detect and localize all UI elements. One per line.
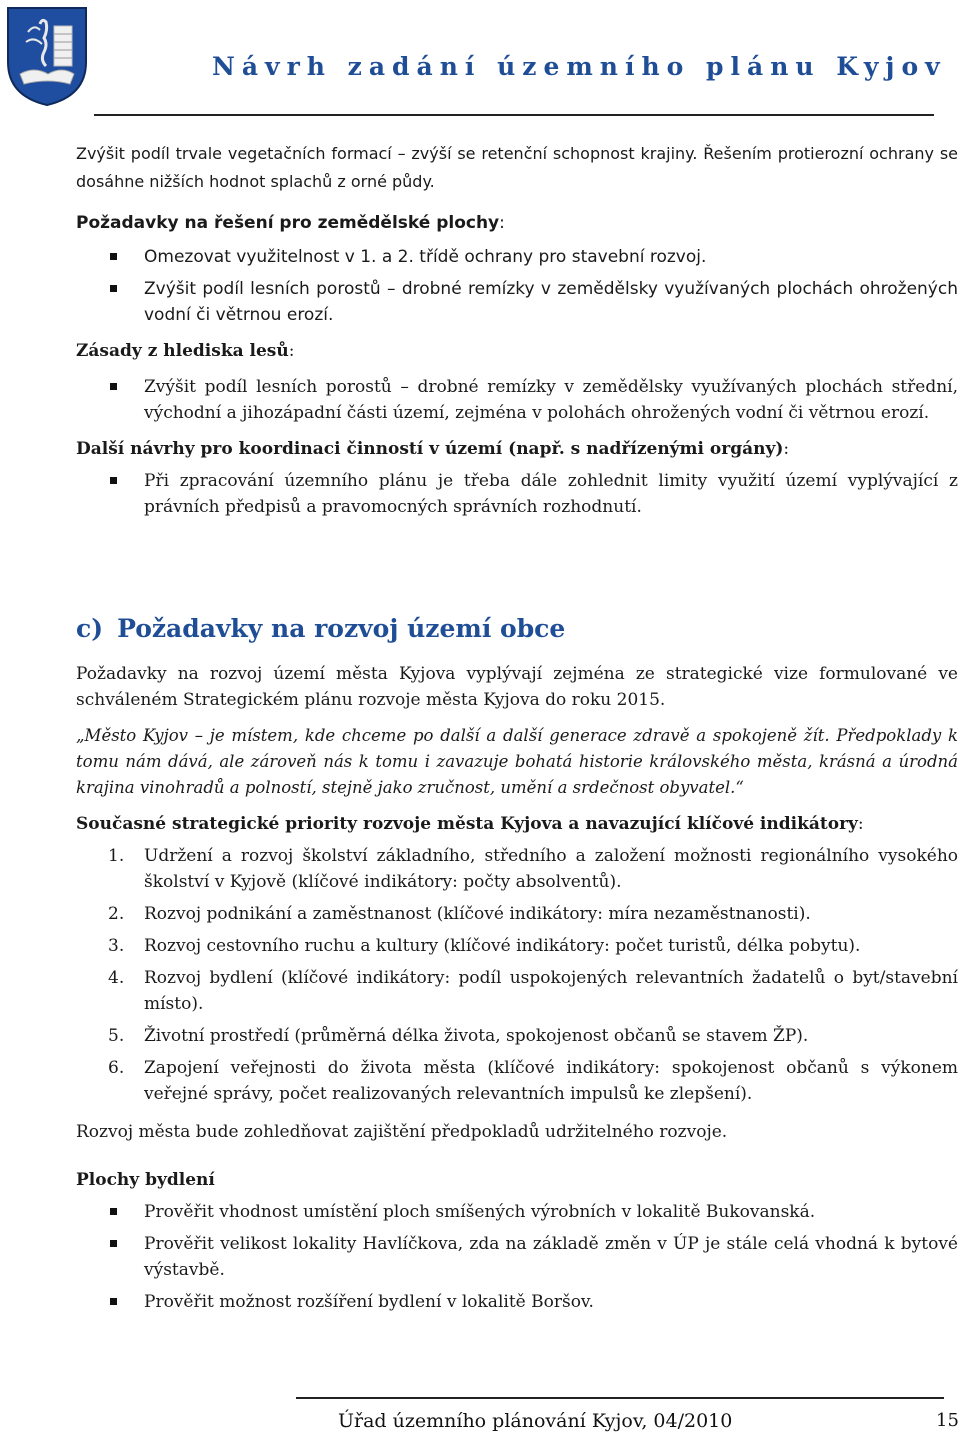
list-item: Zvýšit podíl lesních porostů – drobné remízky v zemědělsky využívaných plochách ohrožených vodní či větrnou erozí. [76, 276, 958, 328]
section-c-heading [76, 614, 958, 643]
priorities-closing: Rozvoj města bude zohledňovat zajištění předpokladů udržitelného rozvoje. [76, 1122, 728, 1142]
forest-list [76, 374, 958, 426]
list-item [76, 965, 958, 1017]
document-body [76, 140, 958, 1315]
header-divider [94, 114, 934, 116]
priorities-heading-text: Současné strategické priority rozvoje města Kyjova a navazující klíčové indikátory [76, 814, 858, 834]
section-c-letter: c) [76, 614, 104, 643]
item-text: Životní prostředí (průměrná délka života, spokojenost občanů se stavem ŽP). [144, 1026, 809, 1046]
coordination-heading [76, 436, 958, 462]
list-item [76, 1023, 958, 1049]
vision-quote: „Město Kyjov – je místem, kde chceme po další a další generace zdravě a spokojeně žít. Předpoklady k tomu nám dává, ale zároveň nás k tomu i zavazuje bohatá historie královského města, krásná a úrodná krajina vinohradů a polností, stejně jako zručnost, umění a srdečnost obyvatel.“ [76, 726, 958, 797]
agri-list [76, 244, 958, 328]
housing-heading: Plochy bydlení [76, 1170, 215, 1190]
forest-heading-colon: : [288, 341, 295, 361]
item-number: 2. [108, 904, 125, 924]
agri-heading-colon: : [499, 213, 505, 233]
item-number: 4. [108, 968, 125, 988]
list-item: Prověřit možnost rozšíření bydlení v lokalitě Boršov. [76, 1289, 958, 1315]
section-c-title: Požadavky na rozvoj území obce [117, 614, 566, 643]
item-text: Rozvoj podnikání a zaměstnanost (klíčové indikátory: míra nezaměstnanosti). [144, 904, 811, 924]
item-number: 1. [108, 846, 125, 866]
section-c-paragraph: Požadavky na rozvoj území města Kyjova vyplývají zejména ze strategické vize formulované ve schváleném Strategickém plánu rozvoje města Kyjova do roku 2015. [76, 664, 958, 710]
agri-heading-text: Požadavky na řešení pro zemědělské plochy [76, 213, 500, 233]
list-item: Omezovat využitelnost v 1. a 2. třídě ochrany pro stavební rozvoj. [76, 244, 958, 270]
item-number: 6. [108, 1058, 125, 1078]
list-item: Prověřit velikost lokality Havlíčkova, zda na základě změn v ÚP je stále celá vhodná k bytové výstavbě. [76, 1231, 958, 1283]
list-item [76, 901, 958, 927]
agri-heading [76, 210, 958, 236]
priorities-heading [76, 811, 958, 837]
priorities-list [76, 843, 958, 1107]
list-item: Při zpracování územního plánu je třeba dále zohlednit limity využití území vyplývající z právních předpisů a pravomocných správních rozhodnutí. [76, 468, 958, 520]
intro-paragraph: Zvýšit podíl trvale vegetačních formací – zvýší se retenční schopnost krajiny. Řešením protierozní ochrany se dosáhne nižších hodnot splachů z orné půdy. [76, 144, 958, 191]
footer-text: Úřad územního plánování Kyjov, 04/2010 [338, 1410, 733, 1432]
priorities-heading-colon: : [857, 814, 864, 834]
page-number: 15 [936, 1410, 959, 1431]
list-item: Prověřit vhodnost umístění ploch smíšených výrobních v lokalitě Bukovanská. [76, 1199, 958, 1225]
list-item [76, 933, 958, 959]
list-item [76, 843, 958, 895]
footer-divider [296, 1397, 944, 1399]
item-number: 3. [108, 936, 125, 956]
item-text: Udržení a rozvoj školství základního, středního a založení možnosti regionálního vysokého školství v Kyjově (klíčové indikátory: počty absolventů). [144, 846, 958, 892]
item-text: Rozvoj bydlení (klíčové indikátory: podíl uspokojených relevantních žadatelů o byt/stavební místo). [144, 968, 958, 1014]
housing-list [76, 1199, 958, 1315]
list-item: Zvýšit podíl lesních porostů – drobné remízky v zemědělsky využívaných plochách střední, východní a jihozápadní části území, zejména v polohách ohrožených vodní či větrnou erozí. [76, 374, 958, 426]
item-text: Rozvoj cestovního ruchu a kultury (klíčové indikátory: počet turistů, délka pobytu). [144, 936, 861, 956]
coordination-list [76, 468, 958, 520]
item-text: Zapojení veřejnosti do života města (klíčové indikátory: spokojenost občanů s výkonem veřejné správy, počet realizovaných relevantních impulsů ke zlepšení). [144, 1058, 958, 1104]
item-number: 5. [108, 1026, 125, 1046]
coordination-heading-colon: : [783, 439, 790, 459]
coat-of-arms-icon [4, 4, 90, 108]
page-header-title: Návrh zadání územního plánu Kyjov [212, 52, 947, 81]
forest-heading [76, 338, 958, 364]
forest-heading-text: Zásady z hlediska lesů [76, 341, 289, 361]
list-item [76, 1055, 958, 1107]
coordination-heading-text: Další návrhy pro koordinaci činností v území (např. s nadřízenými orgány) [76, 439, 784, 459]
